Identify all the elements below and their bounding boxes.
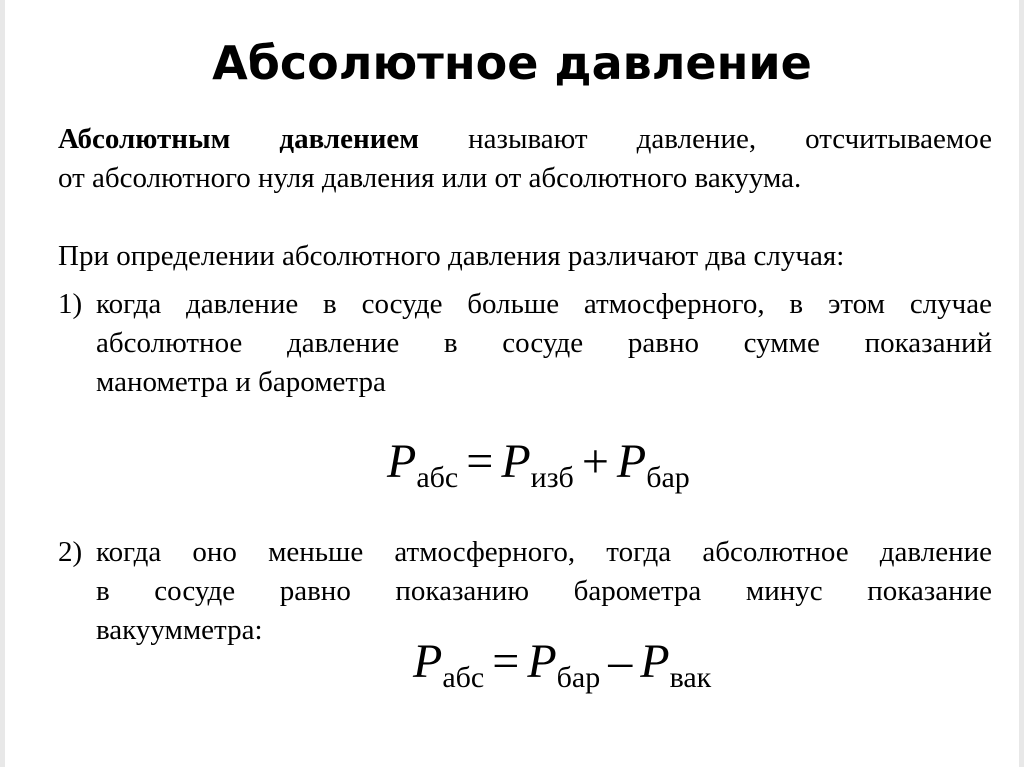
case-number-1: 1) (58, 288, 83, 320)
case-1-line-1: когда давление в сосуде больше атмосферного, в этом случае (96, 288, 992, 320)
case-2-line-2: в сосуде равно показанию барометра минус показание (96, 575, 992, 607)
formula-vacuum-pressure (413, 632, 711, 692)
slide-right-edge (1019, 0, 1024, 767)
definition-line-2: от абсолютного нуля давления или от абсолютного вакуума. (58, 162, 802, 194)
definition-line-1 (58, 120, 992, 159)
formula2-lhs-sub: абс (442, 661, 485, 694)
case-text-1 (96, 285, 992, 402)
formula1-lhs-sub: абс (416, 461, 459, 494)
case-1-line-2: абсолютное давление в сосуде равно сумме показаний (96, 327, 992, 359)
formula1-term2: P (616, 435, 647, 488)
definition-term: Абсолютным давлением (58, 123, 420, 155)
formula1-lhs: P (387, 435, 417, 488)
case-2-line-3: вакуумметра: (96, 614, 263, 646)
formula2-term1-sub: бар (556, 661, 601, 694)
formula1-term2-sub: бар (646, 461, 690, 494)
formula1-term1-sub: изб (530, 461, 574, 494)
formula2-lhs: P (413, 635, 443, 688)
formula2-term2-sub: вак (669, 661, 712, 694)
formula2-term1: P (527, 635, 557, 688)
case-1-line-3: манометра и барометра (96, 366, 386, 398)
formula2-term2: P (640, 635, 670, 688)
case-number-2: 2) (58, 536, 83, 568)
formula2-equals: = (492, 635, 520, 688)
definition-paragraph (58, 120, 992, 198)
slide-left-edge (0, 0, 5, 767)
formula-excess-pressure (387, 432, 690, 492)
slide-title: Абсолютное давление (212, 36, 812, 90)
formula1-operator: + (581, 435, 609, 488)
definition-line-1-rest: называют давление, отсчитываемое (468, 123, 992, 155)
case-2-line-1: когда оно меньше атмосферного, тогда абсолютное давление (96, 536, 992, 568)
formula1-equals: = (466, 435, 494, 488)
formula2-operator: – (608, 635, 633, 688)
formula1-term1: P (501, 435, 531, 488)
intro-paragraph: При определении абсолютного давления различают два случая: (58, 240, 845, 272)
